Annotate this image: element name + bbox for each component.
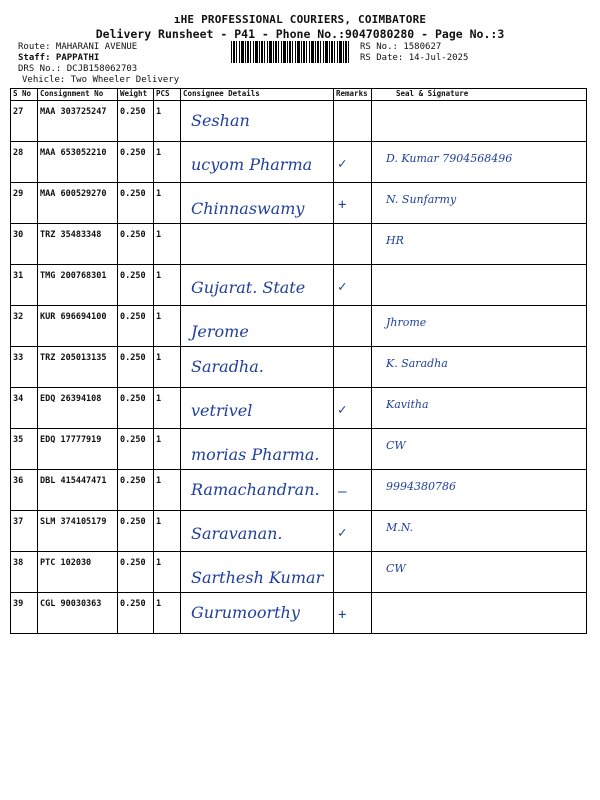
consignment-number-cell xyxy=(38,183,118,224)
row-pcs-cell xyxy=(154,470,181,511)
consignee-name: morias Pharma. xyxy=(191,445,320,464)
consignment-number: TMG 200768301 xyxy=(40,271,107,281)
row-weight-cell xyxy=(118,224,154,265)
row-pcs: 1 xyxy=(156,189,162,199)
row-remark-cell xyxy=(334,347,372,388)
seal-signature-cell xyxy=(372,101,587,142)
row-pcs: 1 xyxy=(156,353,162,363)
row-remark: ✓ xyxy=(338,279,347,295)
consignee-name-cell xyxy=(181,552,334,593)
consignment-number: MAA 653052210 xyxy=(40,148,107,158)
consignment-number: DBL 415447471 xyxy=(40,476,107,486)
seal-signature-cell xyxy=(372,183,587,224)
col-header-remarks: Remarks xyxy=(334,89,372,101)
row-sno-cell xyxy=(11,552,38,593)
row-remark-cell xyxy=(334,224,372,265)
seal-signature: M.N. xyxy=(386,521,414,534)
col-header-signature: Seal & Signature xyxy=(372,89,587,101)
seal-signature: N. Sunfarmy xyxy=(386,193,457,206)
consignment-number-cell xyxy=(38,306,118,347)
row-sno: 30 xyxy=(13,230,24,240)
col-header-weight: Weight xyxy=(118,89,154,101)
consignee-name-cell xyxy=(181,388,334,429)
row-remark-cell xyxy=(334,388,372,429)
table-row xyxy=(11,224,587,265)
row-sno-cell xyxy=(11,470,38,511)
table-row xyxy=(11,265,587,306)
row-pcs: 1 xyxy=(156,271,162,281)
runsheet-subtitle: Delivery Runsheet - P41 - Phone No.:9047080280 - Page No.:3 xyxy=(95,27,505,41)
col-header-sno: S No xyxy=(11,89,38,101)
company-title: ıHE PROFESSIONAL COURIERS, COIMBATORE xyxy=(173,13,427,26)
table-row xyxy=(11,101,587,142)
consignee-name-cell xyxy=(181,224,334,265)
row-remark: + xyxy=(338,197,347,213)
consignment-number-cell xyxy=(38,593,118,634)
row-weight: 0.250 xyxy=(120,148,146,158)
seal-signature: D. Kumar 7904568496 xyxy=(386,152,513,165)
row-remark-cell xyxy=(334,593,372,634)
row-weight: 0.250 xyxy=(120,189,146,199)
consignment-number-cell xyxy=(38,347,118,388)
row-pcs-cell xyxy=(154,429,181,470)
consignee-name: Saradha. xyxy=(191,357,264,376)
row-remark-cell xyxy=(334,101,372,142)
row-sno-cell xyxy=(11,347,38,388)
seal-signature-cell xyxy=(372,306,587,347)
consignment-number-cell xyxy=(38,101,118,142)
consignment-number-cell xyxy=(38,142,118,183)
consignee-name: Gujarat. State xyxy=(191,278,306,297)
rs-date: RS Date: 14-Jul-2025 xyxy=(360,53,469,63)
row-weight: 0.250 xyxy=(120,476,146,486)
consignment-number: SLM 374105179 xyxy=(40,517,107,527)
table-row xyxy=(11,347,587,388)
row-pcs: 1 xyxy=(156,394,162,404)
row-remark-cell xyxy=(334,429,372,470)
seal-signature-cell xyxy=(372,347,587,388)
seal-signature: CW xyxy=(386,439,406,452)
row-pcs: 1 xyxy=(156,476,162,486)
row-weight-cell xyxy=(118,265,154,306)
row-pcs-cell xyxy=(154,306,181,347)
consignee-name: Saravanan. xyxy=(191,524,283,543)
row-sno-cell xyxy=(11,593,38,634)
row-sno-cell xyxy=(11,511,38,552)
row-sno: 39 xyxy=(13,599,24,609)
consignee-name: Seshan xyxy=(191,111,250,130)
row-sno: 33 xyxy=(13,353,24,363)
row-weight-cell xyxy=(118,429,154,470)
consignee-name-cell xyxy=(181,183,334,224)
row-pcs: 1 xyxy=(156,599,162,609)
row-weight: 0.250 xyxy=(120,517,146,527)
row-remark-cell xyxy=(334,511,372,552)
row-weight: 0.250 xyxy=(120,599,146,609)
row-sno-cell xyxy=(11,429,38,470)
row-remark-cell xyxy=(334,552,372,593)
row-remark: + xyxy=(338,607,347,623)
row-pcs-cell xyxy=(154,593,181,634)
seal-signature-cell xyxy=(372,388,587,429)
seal-signature-cell xyxy=(372,593,587,634)
consignment-number: PTC 102030 xyxy=(40,558,92,568)
consignment-number: KUR 696694100 xyxy=(40,312,107,322)
table-row xyxy=(11,306,587,347)
col-header-consignee: Consignee Details xyxy=(181,89,334,101)
row-sno: 31 xyxy=(13,271,24,281)
table-row xyxy=(11,552,587,593)
row-pcs-cell xyxy=(154,552,181,593)
consignment-number: MAA 600529270 xyxy=(40,189,107,199)
consignee-name: Gurumoorthy xyxy=(191,603,300,622)
table-row xyxy=(11,429,587,470)
row-pcs-cell xyxy=(154,388,181,429)
row-sno-cell xyxy=(11,265,38,306)
row-weight: 0.250 xyxy=(120,558,146,568)
consignment-number-cell xyxy=(38,388,118,429)
table-header xyxy=(11,89,587,101)
row-sno: 28 xyxy=(13,148,24,158)
consignment-number-cell xyxy=(38,470,118,511)
consignee-name: Ramachandran. xyxy=(191,480,320,499)
seal-signature-cell xyxy=(372,470,587,511)
seal-signature-cell xyxy=(372,224,587,265)
row-pcs: 1 xyxy=(156,312,162,322)
row-weight-cell xyxy=(118,183,154,224)
row-remark-cell xyxy=(334,183,372,224)
row-sno-cell xyxy=(11,306,38,347)
consignment-number-cell xyxy=(38,265,118,306)
row-pcs: 1 xyxy=(156,435,162,445)
row-remark: ✓ xyxy=(338,156,347,172)
row-pcs-cell xyxy=(154,183,181,224)
row-remark-cell xyxy=(334,142,372,183)
row-weight-cell xyxy=(118,552,154,593)
row-pcs: 1 xyxy=(156,517,162,527)
row-pcs: 1 xyxy=(156,148,162,158)
table-row xyxy=(11,470,587,511)
drs-number: DRS No.: DCJB158062703 xyxy=(18,64,138,74)
consignment-number: EDQ 26394108 xyxy=(40,394,102,404)
row-weight-cell xyxy=(118,306,154,347)
row-weight: 0.250 xyxy=(120,394,146,404)
row-sno-cell xyxy=(11,183,38,224)
col-header-pcs: PCS xyxy=(154,89,181,101)
row-sno: 32 xyxy=(13,312,24,322)
barcode-image xyxy=(231,41,349,63)
row-pcs-cell xyxy=(154,224,181,265)
row-remark: ✓ xyxy=(338,402,347,418)
row-pcs-cell xyxy=(154,511,181,552)
row-remark-cell xyxy=(334,470,372,511)
table-row xyxy=(11,388,587,429)
row-weight-cell xyxy=(118,470,154,511)
consignee-name-cell xyxy=(181,470,334,511)
table-row xyxy=(11,511,587,552)
consignment-number: TRZ 35483348 xyxy=(40,230,102,240)
row-weight-cell xyxy=(118,593,154,634)
seal-signature-cell xyxy=(372,265,587,306)
consignee-name-cell xyxy=(181,265,334,306)
consignment-number-cell xyxy=(38,552,118,593)
seal-signature: 9994380786 xyxy=(386,480,456,493)
seal-signature: Jhrome xyxy=(386,316,427,329)
row-sno: 38 xyxy=(13,558,24,568)
row-sno-cell xyxy=(11,388,38,429)
row-pcs: 1 xyxy=(156,230,162,240)
table-body xyxy=(11,101,587,634)
row-weight: 0.250 xyxy=(120,230,146,240)
row-pcs-cell xyxy=(154,265,181,306)
row-weight: 0.250 xyxy=(120,271,146,281)
consignment-number: EDQ 17777919 xyxy=(40,435,102,445)
consignee-name-cell xyxy=(181,429,334,470)
row-remark: — xyxy=(338,484,347,500)
row-sno-cell xyxy=(11,101,38,142)
row-remark: ✓ xyxy=(338,525,347,541)
consignee-name-cell xyxy=(181,142,334,183)
row-sno: 35 xyxy=(13,435,24,445)
row-pcs-cell xyxy=(154,347,181,388)
consignee-name-cell xyxy=(181,101,334,142)
consignee-name-cell xyxy=(181,306,334,347)
row-weight-cell xyxy=(118,511,154,552)
rs-number: RS No.: 1580627 xyxy=(360,42,442,52)
row-pcs-cell xyxy=(154,101,181,142)
seal-signature: CW xyxy=(386,562,406,575)
row-remark-cell xyxy=(334,265,372,306)
consignee-name-cell xyxy=(181,511,334,552)
consignment-number-cell xyxy=(38,511,118,552)
consignment-number: TRZ 205013135 xyxy=(40,353,107,363)
consignee-name-cell xyxy=(181,593,334,634)
row-weight-cell xyxy=(118,347,154,388)
consignee-name: Chinnaswamy xyxy=(191,199,305,218)
consignment-number: CGL 90030363 xyxy=(40,599,102,609)
table-row xyxy=(11,183,587,224)
seal-signature: Kavitha xyxy=(386,398,429,411)
seal-signature-cell xyxy=(372,142,587,183)
row-weight-cell xyxy=(118,388,154,429)
consignee-name: Sarthesh Kumar xyxy=(191,568,324,587)
consignment-number-cell xyxy=(38,429,118,470)
consignee-name: ucyom Pharma xyxy=(191,155,313,174)
row-weight-cell xyxy=(118,142,154,183)
row-pcs: 1 xyxy=(156,558,162,568)
consignee-name: vetrivel xyxy=(191,401,253,420)
consignee-name-cell xyxy=(181,347,334,388)
consignee-name: Jerome xyxy=(191,322,249,341)
row-pcs: 1 xyxy=(156,107,162,117)
consignment-number: MAA 303725247 xyxy=(40,107,107,117)
row-sno: 27 xyxy=(13,107,24,117)
seal-signature-cell xyxy=(372,552,587,593)
row-sno-cell xyxy=(11,142,38,183)
seal-signature: HR xyxy=(386,234,404,247)
row-pcs-cell xyxy=(154,142,181,183)
seal-signature-cell xyxy=(372,429,587,470)
table-row xyxy=(11,142,587,183)
row-weight: 0.250 xyxy=(120,107,146,117)
seal-signature: K. Saradha xyxy=(386,357,448,370)
runsheet-table xyxy=(10,88,587,634)
row-sno: 37 xyxy=(13,517,24,527)
row-sno-cell xyxy=(11,224,38,265)
row-weight: 0.250 xyxy=(120,435,146,445)
row-sno: 34 xyxy=(13,394,24,404)
row-remark-cell xyxy=(334,306,372,347)
row-weight: 0.250 xyxy=(120,353,146,363)
row-weight-cell xyxy=(118,101,154,142)
row-weight: 0.250 xyxy=(120,312,146,322)
consignment-number-cell xyxy=(38,224,118,265)
seal-signature-cell xyxy=(372,511,587,552)
row-sno: 29 xyxy=(13,189,24,199)
staff-label: Staff: PAPPATHI xyxy=(18,53,100,63)
row-sno: 36 xyxy=(13,476,24,486)
col-header-consignment: Consignment No xyxy=(38,89,118,101)
table-row xyxy=(11,593,587,634)
vehicle-label: Vehicle: Two Wheeler Delivery xyxy=(22,75,180,85)
route-label: Route: MAHARANI AVENUE xyxy=(18,42,138,52)
